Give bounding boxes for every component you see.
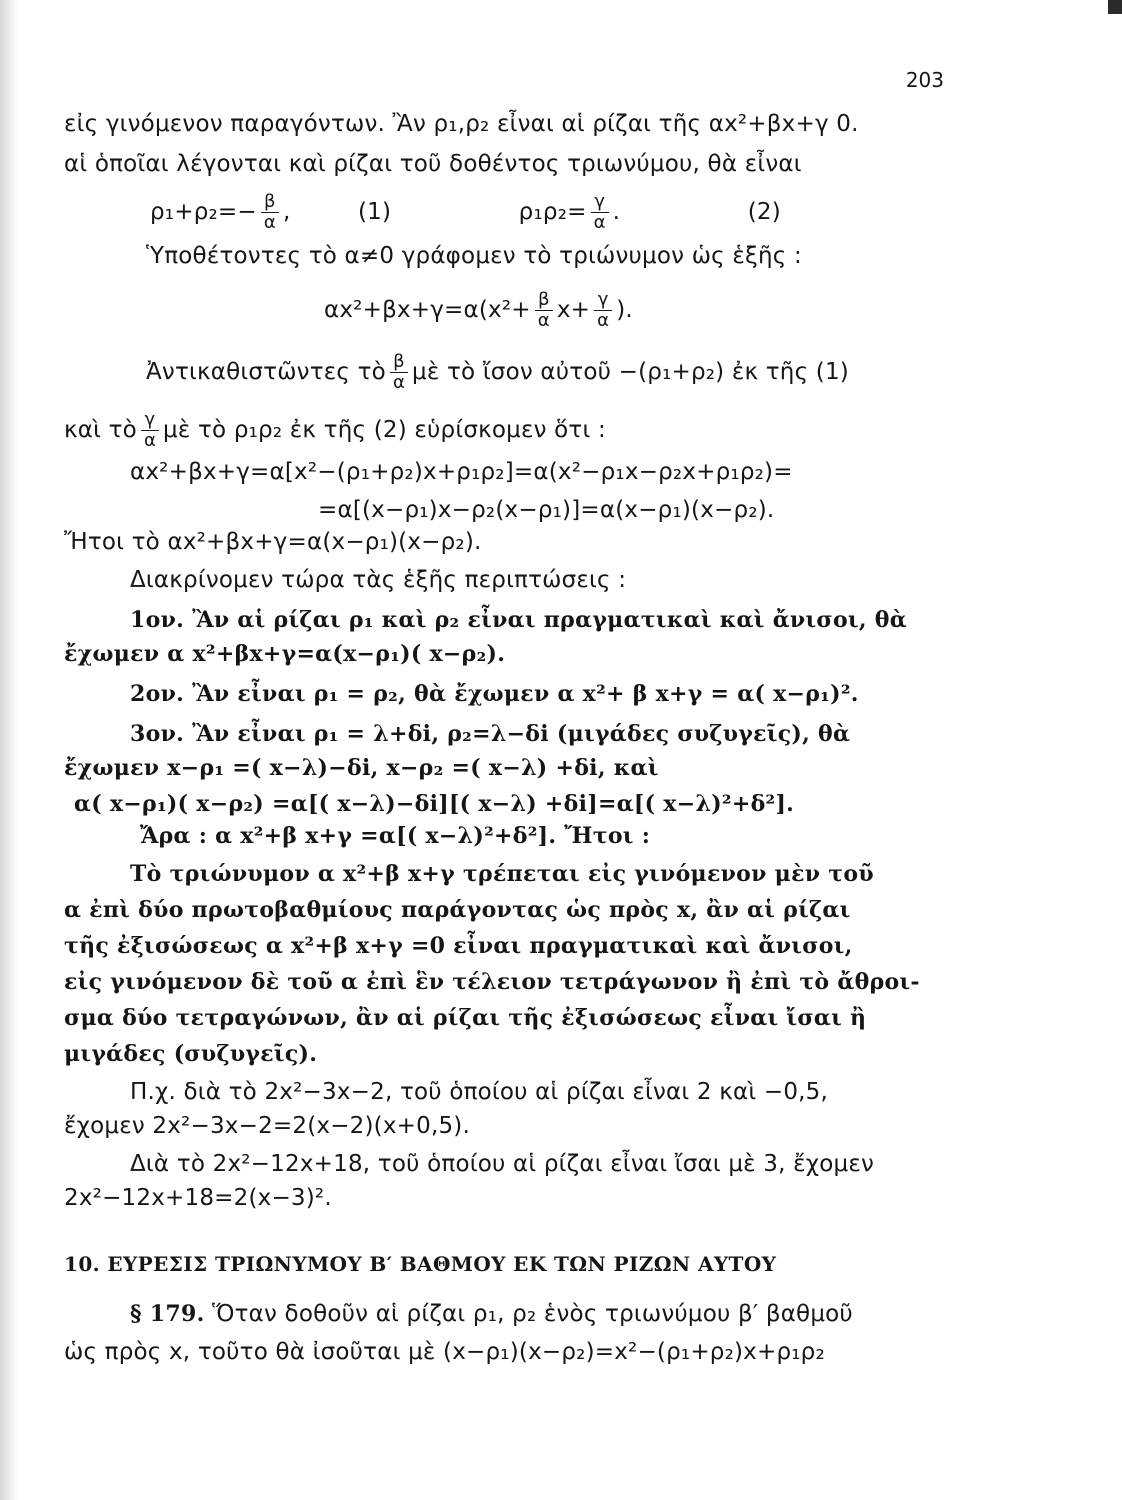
example-1-line-2: ἔχομεν 2x²−3x−2=2(x−2)(x+0,5).: [64, 1113, 470, 1139]
fraction-beta-alpha: [261, 192, 279, 233]
sum-lhs: ρ₁+ρ₂=−: [150, 199, 257, 225]
fraction-gamma-alpha: [594, 290, 612, 331]
example-1-line-1: Π.χ. διὰ τὸ 2x²−3x−2, τοῦ ὁποίου αἱ ρίζαι εἶναι 2 καὶ −0,5,: [130, 1079, 829, 1105]
scan-corner: [1108, 0, 1122, 14]
product-lhs: ρ₁ρ₂=: [518, 199, 587, 225]
conclusion-line-5: σμα δύο τετραγώνων, ἂν αἱ ρίζαι τῆς ἐξισώσεως εἶναι ἴσαι ἢ: [64, 1005, 867, 1031]
case-3-line-1: 3ον. Ἂν εἶναι ρ₁ = λ+δi, ρ₂=λ−δi (μιγάδες συζυγεῖς), θὰ: [130, 721, 851, 747]
text-line-11: Διακρίνομεν τώρα τὰς ἑξῆς περιπτώσεις :: [130, 567, 627, 593]
paragraph-179-text: Ὅταν δοθοῦν αἱ ρίζαι ρ₁, ρ₂ ἑνὸς τριωνύμου β′ βαθμοῦ: [212, 1301, 853, 1327]
section-heading: 10. ΕΥΡΕΣΙΣ ΤΡΙΩΝΥΜΟΥ Β′ ΒΑΘΜΟΥ ΕΚ ΤΩΝ ΡΙΖΩΝ ΑΥΤΟΥ: [64, 1252, 777, 1276]
fraction-beta-alpha: [535, 290, 553, 331]
conclusion-line-6: μιγάδες (συζυγεῖς).: [64, 1041, 318, 1067]
conclusion-line-4: εἰς γινόμενον δὲ τοῦ α ἐπὶ ἓν τέλειον τετράγωνον ἢ ἐπὶ τὸ ἄθροι-: [64, 969, 920, 995]
line6-start: Ἀντικαθιστῶντες τὸ: [146, 359, 386, 385]
conclusion-line-2: α ἐπὶ δύο πρωτοβαθμίους παράγοντας ὡς πρὸς x, ἂν αἱ ρίζαι: [64, 897, 851, 923]
paragraph-number: § 179.: [130, 1301, 205, 1327]
formula-sum-product: [150, 192, 781, 233]
case-3-line-2: ἔχωμεν x−ρ₁ =( x−λ)−δi, x−ρ₂ =( x−λ) +δi, καὶ: [64, 755, 659, 781]
expand-lhs: αx²+βx+γ=α(x²+: [324, 297, 531, 323]
frac-num: β: [261, 192, 279, 213]
period: .: [612, 199, 621, 225]
line7-end: μὲ τὸ ρ₁ρ₂ ἐκ τῆς (2) εὑρίσκομεν ὅτι :: [163, 417, 606, 443]
formula-expand: [324, 290, 633, 331]
comma: ,: [282, 199, 291, 225]
case-1-line-1: 1ον. Ἂν αἱ ρίζαι ρ₁ καὶ ρ₂ εἶναι πραγματικαὶ καὶ ἄνισοι, θὰ: [130, 607, 907, 633]
frac-den: α: [263, 212, 276, 233]
formula-derivation-2: =α[(x−ρ₁)x−ρ₂(x−ρ₁)]=α(x−ρ₁)(x−ρ₂).: [318, 497, 775, 523]
text-line-10: Ἤτοι τὸ αx²+βx+γ=α(x−ρ₁)(x−ρ₂).: [64, 529, 482, 555]
eq-label-2: (2): [747, 199, 781, 225]
fraction-beta-alpha: [390, 352, 408, 393]
paragraph-179-line-2: ὡς πρὸς x, τοῦτο θὰ ἰσοῦται μὲ (x−ρ₁)(x−ρ₂)=x²−(ρ₁+ρ₂)x+ρ₁ρ₂: [64, 1339, 825, 1365]
expand-end: ).: [616, 297, 633, 323]
case-2: 2ον. Ἂν εἶναι ρ₁ = ρ₂, θὰ ἔχωμεν α x²+ β x+γ = α( x−ρ₁)².: [130, 681, 859, 707]
case-3-line-3: α( x−ρ₁)( x−ρ₂) =α[( x−λ)−δi][( x−λ) +δi]=α[( x−λ)²+δ²].: [74, 791, 795, 817]
frac-num: γ: [141, 410, 159, 431]
page-number: 203: [905, 68, 944, 92]
paragraph-179-line-1: [130, 1300, 853, 1328]
conclusion-line-1: Τὸ τριώνυμον α x²+β x+γ τρέπεται εἰς γινόμενον μὲν τοῦ: [130, 861, 874, 887]
frac-den: α: [597, 310, 610, 331]
fraction-gamma-alpha: [591, 192, 609, 233]
frac-den: α: [537, 310, 550, 331]
frac-num: γ: [594, 290, 612, 311]
conclusion-line-3: τῆς ἐξισώσεως α x²+β x+γ =0 εἶναι πραγματικαὶ καὶ ἄνισοι,: [64, 933, 853, 959]
frac-num: β: [535, 290, 553, 311]
eq-label-1: (1): [357, 199, 392, 225]
frac-den: α: [392, 372, 406, 393]
case-3-result: Ἄρα : α x²+β x+γ =α[( x−λ)²+δ²]. Ἤτοι :: [140, 823, 651, 849]
line6-end: μὲ τὸ ἴσον αὐτοῦ −(ρ₁+ρ₂) ἐκ τῆς (1): [412, 359, 849, 385]
frac-num: β: [390, 352, 408, 373]
example-2-line-2: 2x²−12x+18=2(x−3)².: [64, 1185, 332, 1211]
formula-derivation-1: αx²+βx+γ=α[x²−(ρ₁+ρ₂)x+ρ₁ρ₂]=α(x²−ρ₁x−ρ₂x+ρ₁ρ₂)=: [130, 459, 793, 485]
text-line-7: [64, 410, 606, 451]
case-1-line-2: ἔχωμεν α x²+βx+γ=α(x−ρ₁)( x−ρ₂).: [64, 641, 506, 667]
frac-den: α: [143, 430, 157, 451]
text-line-1: εἰς γινόμενον παραγόντων. Ἂν ρ₁,ρ₂ εἶναι αἱ ρίζαι τῆς αx²+βx+γ 0.: [64, 111, 859, 137]
fraction-gamma-alpha: [141, 410, 159, 451]
example-2-line-1: Διὰ τὸ 2x²−12x+18, τοῦ ὁποίου αἱ ρίζαι εἶναι ἴσαι μὲ 3, ἔχομεν: [130, 1151, 875, 1177]
line7-start: καὶ τὸ: [64, 417, 137, 443]
frac-num: γ: [591, 192, 609, 213]
text-line-6: [146, 352, 849, 393]
text-line-4: Ὑποθέτοντες τὸ α≠0 γράφομεν τὸ τριώνυμον ὡς ἑξῆς :: [146, 243, 802, 269]
expand-mid: x+: [556, 297, 591, 323]
text-line-2: αἱ ὁποῖαι λέγονται καὶ ρίζαι τοῦ δοθέντος τριωνύμου, θὰ εἶναι: [64, 151, 802, 177]
frac-den: α: [593, 212, 606, 233]
page-crease-shadow: [0, 0, 18, 1500]
